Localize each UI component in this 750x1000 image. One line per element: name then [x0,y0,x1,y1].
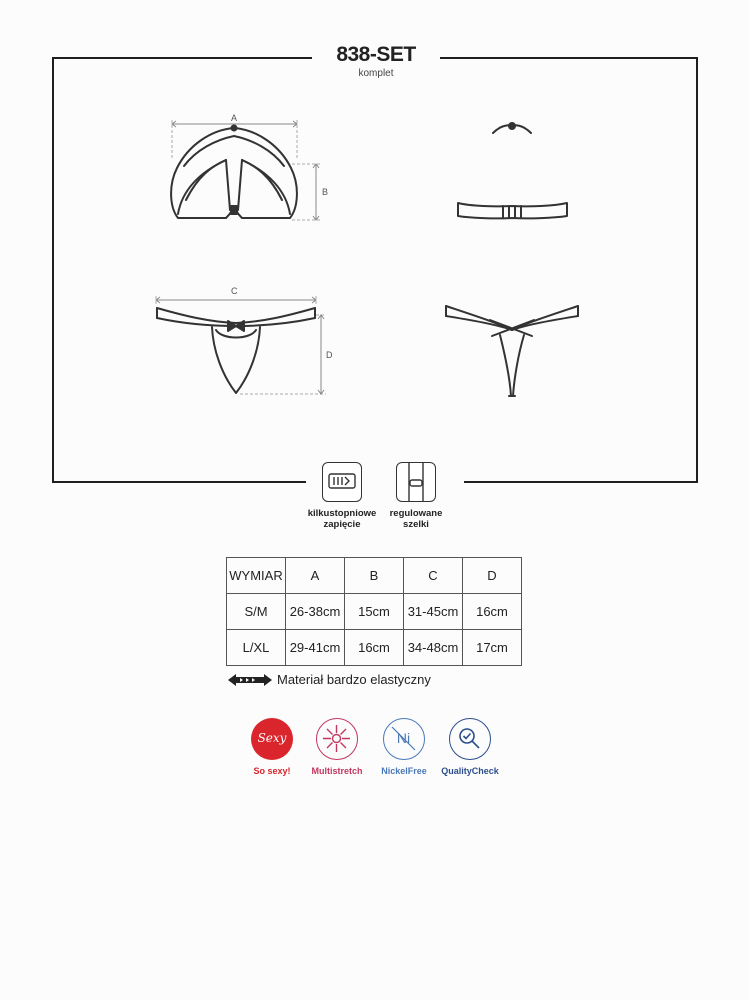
sexy-badge-icon [251,718,293,760]
nickel-free-mark: Ni [396,730,411,746]
table-cell: 17cm [463,630,522,666]
product-title: 838-SET [336,43,416,66]
multi-step-clasp-icon [322,462,362,502]
dimension-d-label: D [326,350,333,360]
stretch-arrows-icon [228,672,272,688]
table-header-row [227,558,522,594]
dimension-c-label: C [231,286,238,296]
table-cell: 16cm [463,594,522,630]
table-cell: 16cm [345,630,404,666]
stretch-note-text: Materiał bardzo elastyczny [277,672,431,687]
sexy-badge-mark: Sexy [257,731,287,745]
feature-label-straps: regulowane szelki [389,508,443,530]
dimension-a-label: A [231,113,238,123]
table-cell: 31-45cm [404,594,463,630]
table-cell: 34-48cm [404,630,463,666]
thong-back-drawing [446,306,578,396]
quality-check-icon [449,718,491,760]
nickel-free-icon [383,718,425,760]
dimension-b-label: B [322,187,329,197]
table-cell: 26-38cm [286,594,345,630]
badge-label-multistretch: Multistretch [311,766,363,776]
product-subtitle: komplet [358,68,394,79]
badge-label-qualitycheck: QualityCheck [441,766,499,776]
table-row [227,594,522,630]
bra-front-drawing [171,126,297,219]
feature-label-clasp: kilkustopniowe zapięcie [307,508,377,530]
table-cell: 29-41cm [286,630,345,666]
table-header-cell: C [404,558,463,594]
thong-front-drawing [157,308,315,393]
table-header-cell: B [345,558,404,594]
bra-back-drawing [458,123,567,218]
table-cell: S/M [227,594,286,630]
size-table [226,557,522,666]
table-header-cell: A [286,558,345,594]
multistretch-icon [316,718,358,760]
table-row [227,630,522,666]
badge-label-nickelfree: NickelFree [381,766,427,776]
table-cell: L/XL [227,630,286,666]
table-cell: 15cm [345,594,404,630]
badge-label-sexy: So sexy! [253,766,291,776]
adjustable-straps-icon [396,462,436,502]
table-header-cell: D [463,558,522,594]
table-header-cell: WYMIAR [227,558,286,594]
